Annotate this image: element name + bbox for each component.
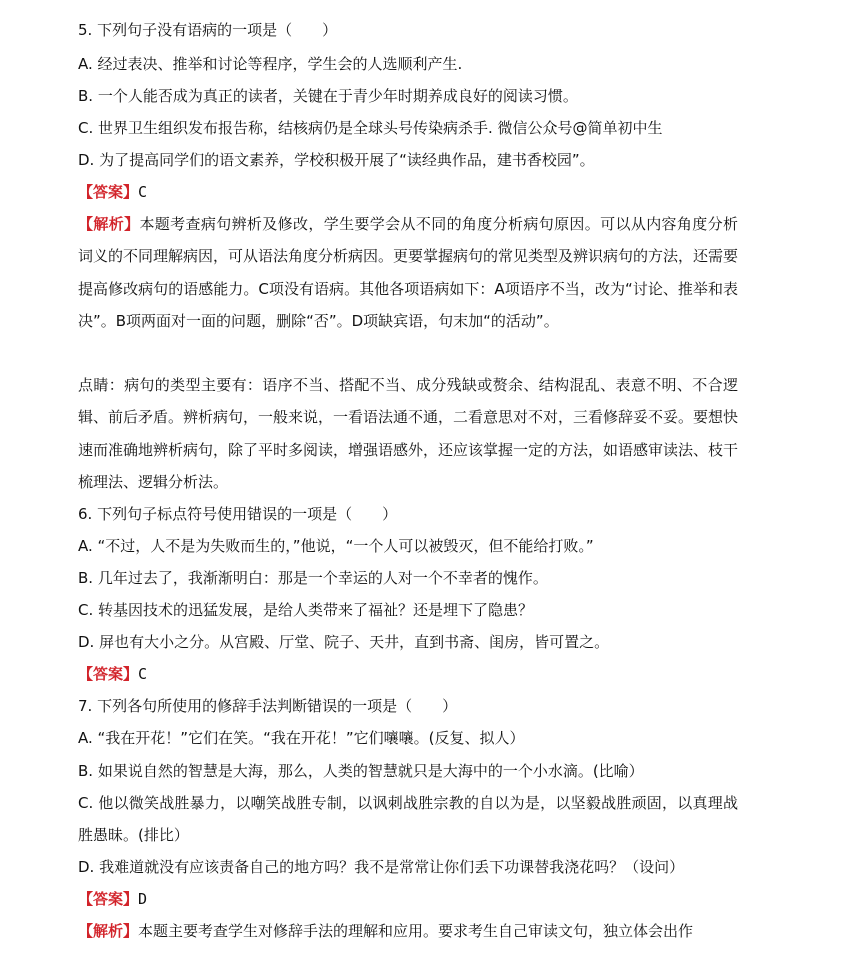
question-5-answer <box>78 182 778 202</box>
question-7-stem: 7. 下列各句所使用的修辞手法判断错误的一项是（ ） <box>78 697 458 715</box>
question-5-stem: 5. 下列句子没有语病的一项是（ ） <box>78 21 338 39</box>
question-7-option-a: A. “我在开花！”它们在笑。“我在开花！”它们嚷嚷。(反复、拟人） <box>78 729 525 747</box>
analysis-text: 本题主要考查学生对修辞手法的理解和应用。要求考生自己审读文句，独立体会出作 <box>138 922 694 940</box>
question-6-option-b: B. 几年过去了，我渐渐明白：那是一个幸运的人对一个不幸者的愧作。 <box>78 569 548 587</box>
question-5-option-b: B. 一个人能否成为真正的读者，关键在于青少年时期养成良好的阅读习惯。 <box>78 87 578 105</box>
answer-tag: 【答案】 <box>78 183 139 201</box>
question-5-tips: 点睛：病句的类型主要有：语序不当、搭配不当、成分残缺或赘余、结构混乱、表意不明、不合逻辑、前后矛盾。辨析病句，一般来说，一看语法通不通，二看意思对不对，三看修辞妥不妥。要想快速而准确地辨析病句，除了平时多阅读，增强语感外，还应该掌握一定的方法，如语感审读法、枝干梳理法、逻辑分析法。 <box>78 376 739 492</box>
question-6-option-a: A. “不过，人不是为失败而生的，”他说，“一个人可以被毁灭，但不能给打败。” <box>78 537 594 555</box>
answer-tag: 【答案】 <box>78 890 139 908</box>
question-7-answer <box>78 889 778 909</box>
answer-value: C <box>138 183 148 201</box>
question-5-option-d: D. 为了提高同学们的语文素养，学校积极开展了“读经典作品，建书香校园”。 <box>78 151 595 169</box>
analysis-tag: 【解析】 <box>78 922 139 940</box>
question-6-stem: 6. 下列句子标点符号使用错误的一项是（ ） <box>78 505 398 523</box>
analysis-tag: 【解析】 <box>78 215 140 233</box>
answer-tag: 【答案】 <box>78 665 139 683</box>
question-5-option-c: C. 世界卫生组织发布报告称，结核病仍是全球头号传染病杀手. 微信公众号@简单初中生 <box>78 119 663 137</box>
question-6-option-c: C. 转基因技术的迅猛发展，是给人类带来了福祉？还是埋下了隐患？ <box>78 601 534 619</box>
question-7-analysis <box>78 921 778 941</box>
question-5-analysis <box>78 208 738 338</box>
answer-value: C <box>138 665 148 683</box>
question-5-option-a: A. 经过表决、推举和讨论等程序，学生会的人选顺利产生. <box>78 55 463 73</box>
question-7-option-b: B. 如果说自然的智慧是大海，那么，人类的智慧就只是大海中的一个小水滴。(比喻） <box>78 762 644 780</box>
answer-value: D <box>138 890 148 908</box>
analysis-text: 本题考查病句辨析及修改，学生要学会从不同的角度分析病句原因。可以从内容角度分析词义的不同理解病因，可从语法角度分析病因。更要掌握病句的常见类型及辨识病句的方法，还需要提高修改病句的语感能力。C项没有语病。其他各项语病如下：A项语序不当，改为“讨论、推举和表决”。B项两面对一面的问题，删除“否”。D项缺宾语，句末加“的活动”。 <box>78 215 739 331</box>
question-7-option-d: D. 我难道就没有应该责备自己的地方吗？我不是常常让你们丢下功课替我浇花吗？（设问） <box>78 858 685 876</box>
question-6-option-d: D. 屏也有大小之分。从宫殿、厅堂、院子、天井，直到书斋、闺房，皆可置之。 <box>78 633 610 651</box>
question-7-option-c: C. 他以微笑战胜暴力，以嘲笑战胜专制，以讽刺战胜宗教的自以为是，以坚毅战胜顽固，以真理战胜愚昧。(排比） <box>78 794 738 845</box>
question-6-answer <box>78 664 778 684</box>
